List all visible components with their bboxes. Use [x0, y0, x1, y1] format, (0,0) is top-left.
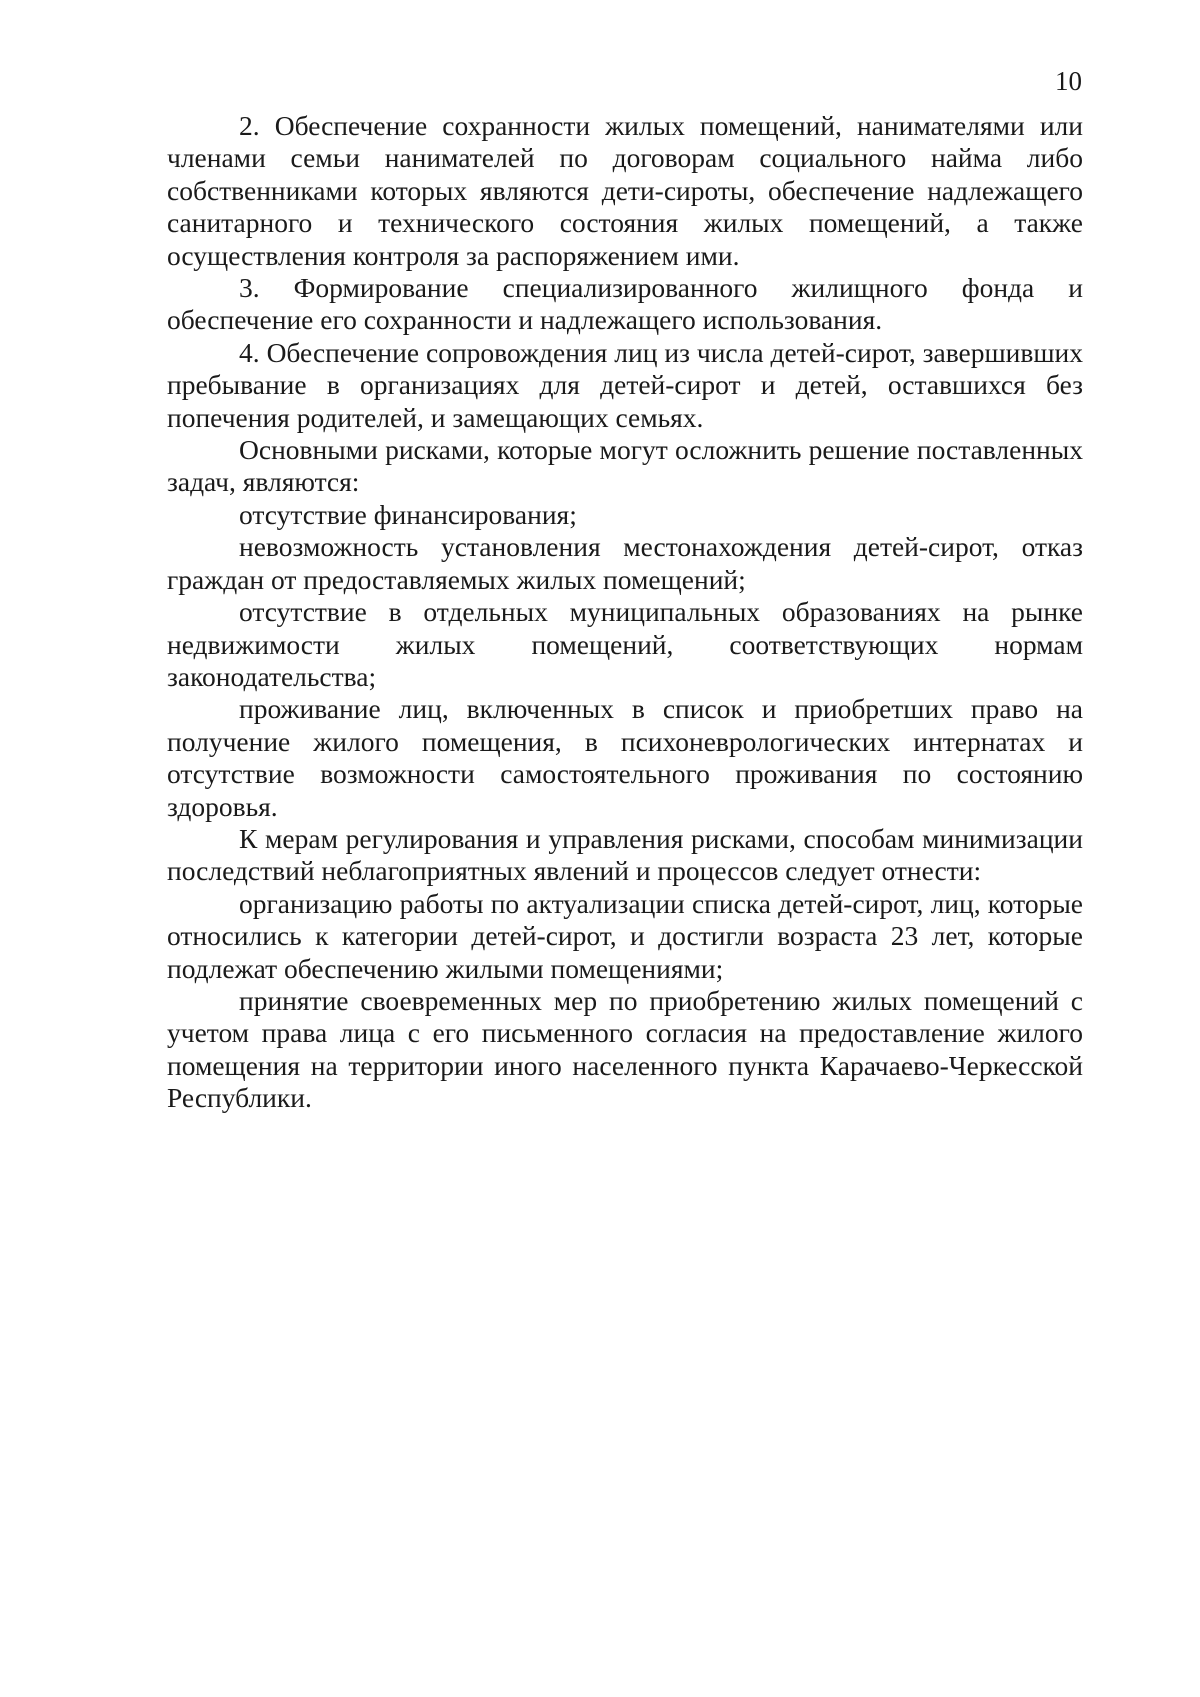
paragraph-risks-intro: Основными рисками, которые могут осложнить решение поставленных задач, являются:: [167, 434, 1083, 498]
paragraph-task-2: 2. Обеспечение сохранности жилых помещений, нанимателями или членами семьи нанимателей по договорам социального найма либо собственниками которых являются дети-сироты, обеспечение надлежащего санитарного и технического состояния жилых помещений, а также осуществления контроля за распоряжением ими.: [167, 110, 1083, 271]
paragraph-risk-funding: отсутствие финансирования;: [239, 498, 577, 530]
paragraph-measure-list-update: организацию работы по актуализации списка детей-сирот, лиц, которые относились к категории детей-сирот, и достигли возраста 23 лет, которые подлежат обеспечению жилыми помещениями;: [167, 887, 1083, 984]
paragraph-task-3: 3. Формирование специализированного жилищного фонда и обеспечение его сохранности и надлежащего использования.: [167, 272, 1083, 336]
paragraph-task-4: 4. Обеспечение сопровождения лиц из числа детей-сирот, завершивших пребывание в организациях для детей-сирот и детей, оставшихся без попечения родителей, и замещающих семьях.: [167, 336, 1083, 433]
paragraph-risk-residence: проживание лиц, включенных в список и приобретших право на получение жилого помещения, в психоневрологических интернатах и отсутствие возможности самостоятельного проживания по состоянию здоровья.: [167, 693, 1083, 822]
paragraph-risk-market: отсутствие в отдельных муниципальных образованиях на рынке недвижимости жилых помещений, соответствующих нормам законодательства;: [167, 596, 1083, 692]
paragraph-measure-acquisition: принятие своевременных мер по приобретению жилых помещений с учетом права лица с его письменного согласия на предоставление жилого помещения на территории иного населенного пункта Карачаево-Черкесской Республики.: [167, 984, 1083, 1114]
paragraph-measures-intro: К мерам регулирования и управления рисками, способам минимизации последствий неблагоприятных явлений и процессов следует отнести:: [167, 822, 1083, 887]
document-body: [167, 110, 1083, 1115]
page-number: 10: [1055, 66, 1082, 96]
paragraph-risk-location: невозможность установления местонахождения детей-сирот, отказ граждан от предоставляемых жилых помещений;: [167, 531, 1083, 595]
